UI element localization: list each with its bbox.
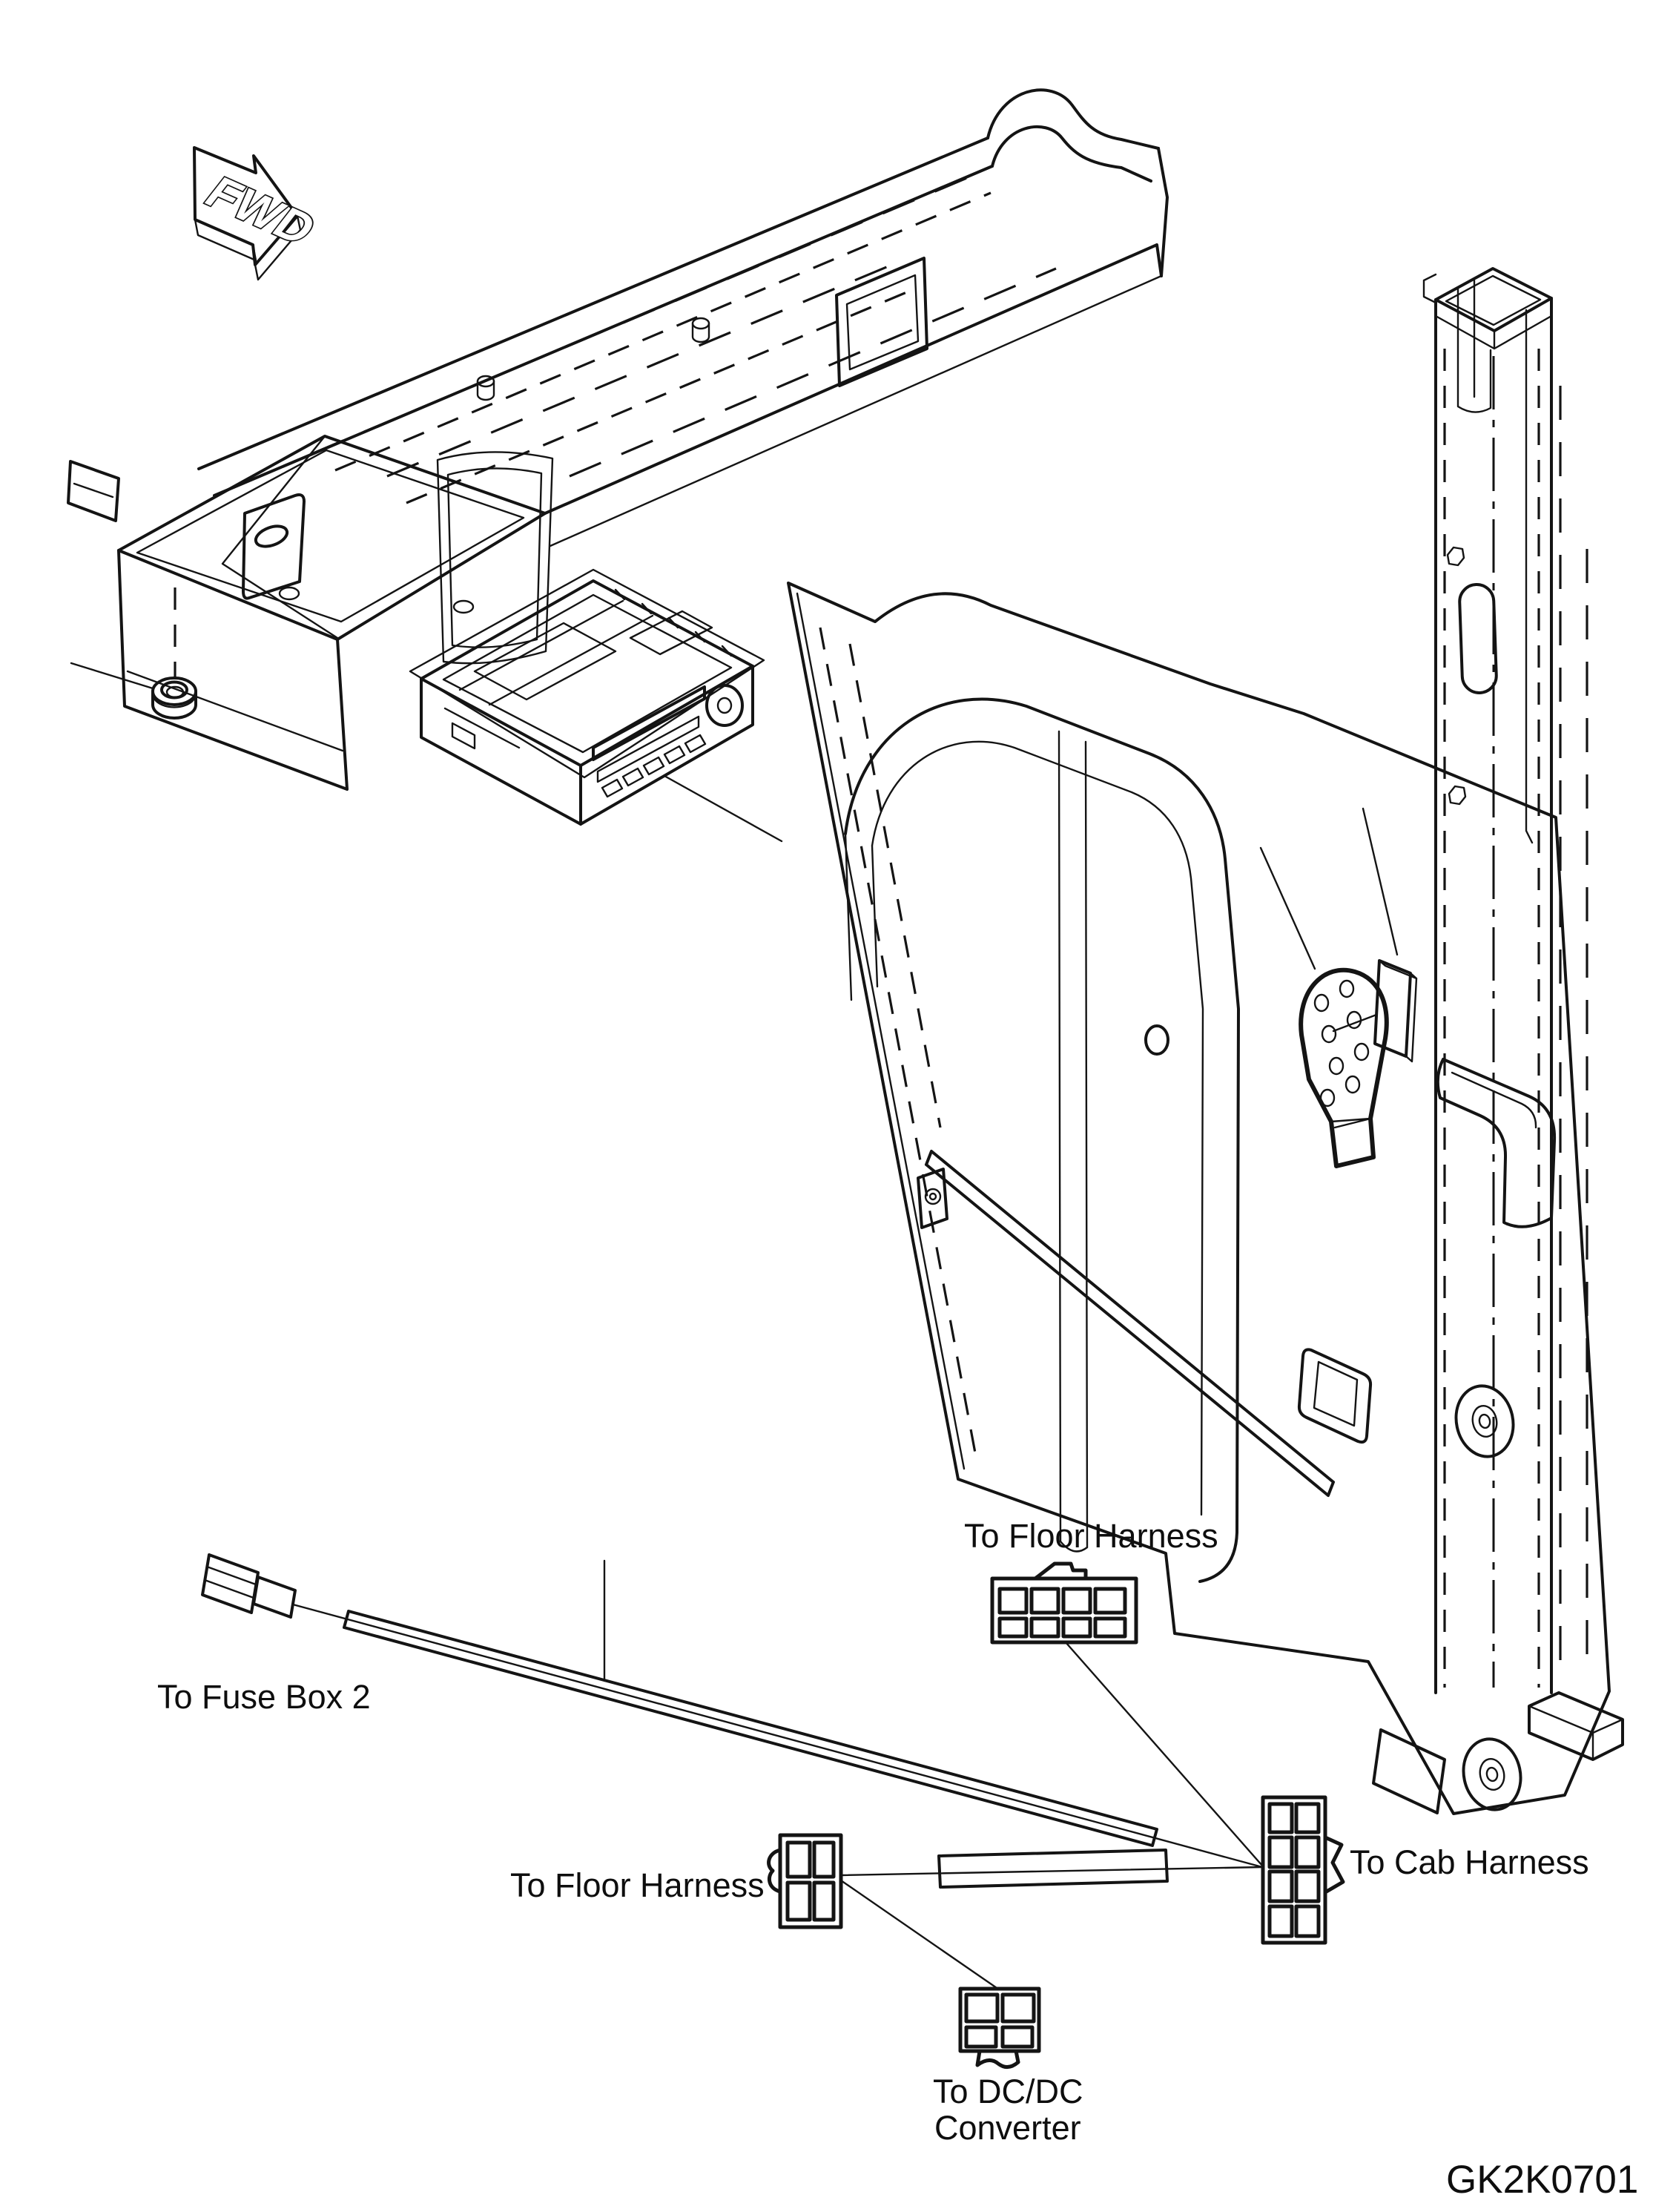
bracket-leader-line (1261, 848, 1315, 969)
wiring-harness (157, 1517, 1589, 2147)
plate-leader-line (1363, 809, 1397, 955)
wire-4pin-to-cab (841, 1867, 1262, 1875)
floor-harness-connector-4pin (769, 1835, 841, 1927)
screw-stud (693, 318, 709, 342)
radio-leader-line (664, 776, 782, 841)
rear-pillar (1424, 269, 1623, 1760)
instrument-panel-support-beam (199, 90, 1167, 663)
figure-code: GK2K0701 (1446, 2158, 1639, 2202)
dcdc-converter-connector (960, 1989, 1039, 2067)
storage-tray (68, 436, 545, 789)
label-fuse-box: To Fuse Box 2 (157, 1678, 371, 1716)
label-dcdc-line2: Converter (934, 2109, 1081, 2147)
label-cab-harness: To Cab Harness (1350, 1843, 1589, 1881)
floor-harness-connector-8pin (992, 1564, 1136, 1642)
cab-harness-connector (1263, 1797, 1343, 1943)
clip (1448, 547, 1464, 565)
clip (1449, 786, 1465, 804)
harness-end-fitting (202, 1555, 258, 1613)
label-floor-harness-mid: To Floor Harness (510, 1866, 765, 1904)
fwd-label: FWD (195, 168, 328, 255)
pillar-slot (1459, 584, 1497, 694)
radio-unit (410, 570, 782, 841)
wire-sleeve (939, 1850, 1167, 1887)
fwd-direction-arrow (194, 148, 327, 280)
wire-8pin-to-cab (1066, 1642, 1262, 1866)
label-floor-harness-top: To Floor Harness (964, 1517, 1218, 1555)
speaker-bracket (1261, 848, 1387, 1166)
wire-4pin-to-dcdc (841, 1880, 999, 1989)
grommet (71, 587, 196, 718)
mounting-plate (1363, 809, 1416, 1061)
cab-side-panel (788, 583, 1609, 1815)
label-dcdc-line1: To DC/DC (933, 2073, 1083, 2110)
